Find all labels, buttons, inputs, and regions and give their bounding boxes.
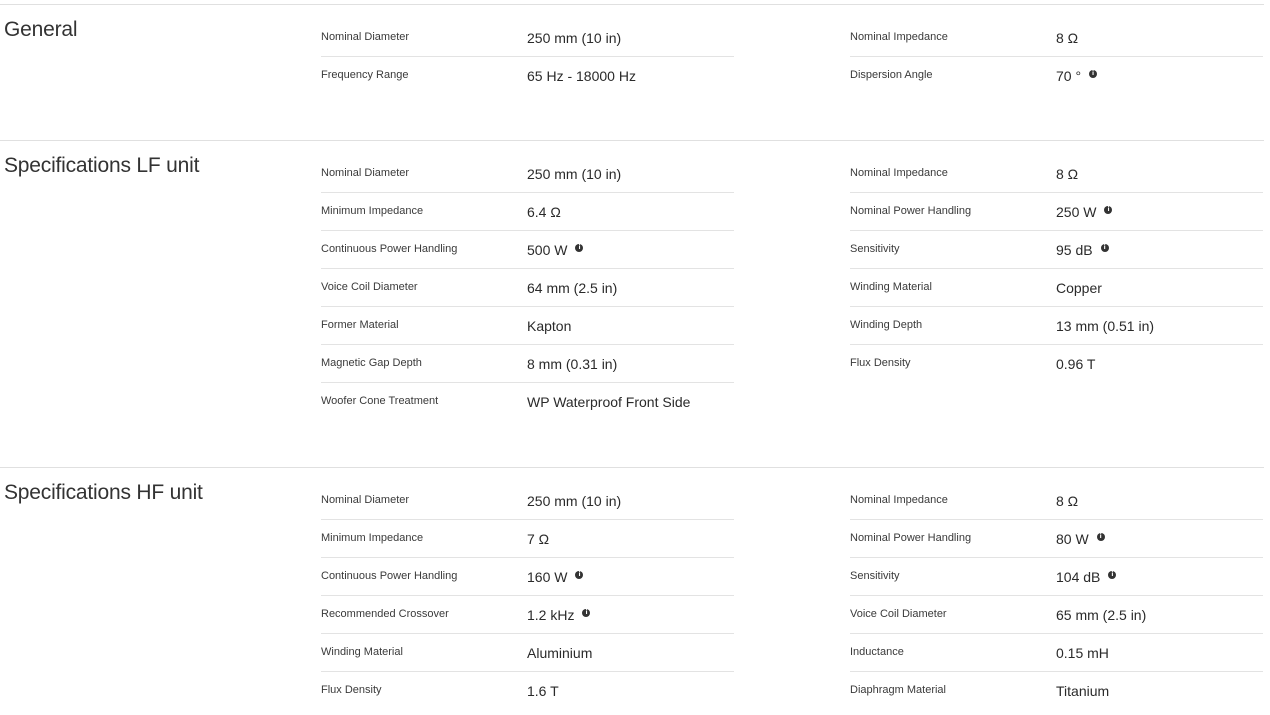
- spec-label: Nominal Impedance: [850, 167, 948, 179]
- info-icon[interactable]: i: [575, 571, 583, 579]
- spec-label: Winding Material: [850, 281, 932, 293]
- spec-value: [1056, 531, 1105, 547]
- info-icon[interactable]: i: [1101, 244, 1109, 252]
- spec-value-text: 6.4 Ω: [527, 204, 561, 220]
- spec-value: [1056, 204, 1112, 220]
- spec-value-text: 80 W: [1056, 531, 1089, 547]
- spec-label: Nominal Impedance: [850, 31, 948, 43]
- spec-label: Recommended Crossover: [321, 608, 449, 620]
- spec-label: Nominal Impedance: [850, 494, 948, 506]
- spec-value-text: 250 mm (10 in): [527, 30, 622, 46]
- section-title: Specifications LF unit: [4, 154, 200, 177]
- spec-label: Magnetic Gap Depth: [321, 357, 422, 369]
- section-divider: [0, 467, 1264, 468]
- spec-label: Voice Coil Diameter: [321, 281, 418, 293]
- spec-value: [1056, 68, 1097, 84]
- spec-value-text: 64 mm (2.5 in): [527, 280, 618, 296]
- spec-value: [1056, 683, 1109, 699]
- spec-value: [527, 318, 571, 334]
- spec-label: Continuous Power Handling: [321, 570, 458, 582]
- spec-value-text: 7 Ω: [527, 531, 550, 547]
- spec-value: [527, 493, 621, 509]
- spec-value: [1056, 280, 1102, 296]
- spec-label: Sensitivity: [850, 570, 900, 582]
- spec-label: Woofer Cone Treatment: [321, 395, 439, 407]
- spec-value: [527, 68, 636, 84]
- spec-label: Sensitivity: [850, 243, 900, 255]
- spec-label: Nominal Power Handling: [850, 532, 972, 544]
- info-icon[interactable]: i: [1089, 70, 1097, 78]
- spec-label: Nominal Diameter: [321, 31, 410, 43]
- spec-value-text: 250 W: [1056, 204, 1097, 220]
- spec-value: [527, 569, 583, 585]
- spec-value: [1056, 166, 1078, 182]
- spec-value-text: 65 Hz - 18000 Hz: [527, 68, 636, 84]
- spec-label: Flux Density: [850, 357, 911, 369]
- spec-value-text: 8 mm (0.31 in): [527, 356, 618, 372]
- info-icon[interactable]: i: [1108, 571, 1116, 579]
- spec-value-text: Kapton: [527, 318, 572, 334]
- spec-label: Minimum Impedance: [321, 205, 424, 217]
- spec-value-text: 160 W: [527, 569, 568, 585]
- spec-label: Former Material: [321, 319, 399, 331]
- spec-label: Inductance: [850, 646, 904, 658]
- spec-value-text: 70 °: [1056, 68, 1082, 84]
- section-title: General: [4, 18, 78, 41]
- spec-label: Dispersion Angle: [850, 69, 933, 81]
- spec-value-text: 0.15 mH: [1056, 645, 1109, 661]
- spec-label: Diaphragm Material: [850, 684, 946, 696]
- spec-value-text: 250 mm (10 in): [527, 166, 622, 182]
- spec-label: Frequency Range: [321, 69, 409, 81]
- spec-value: [1056, 569, 1116, 585]
- section-divider: [0, 4, 1264, 5]
- spec-value-text: 250 mm (10 in): [527, 493, 622, 509]
- info-icon[interactable]: i: [582, 609, 590, 617]
- spec-value: [527, 356, 617, 372]
- spec-value: [1056, 645, 1109, 661]
- spec-value-text: 65 mm (2.5 in): [1056, 607, 1147, 623]
- section-divider: [0, 140, 1264, 141]
- spec-label: Winding Material: [321, 646, 403, 658]
- spec-value-text: 13 mm (0.51 in): [1056, 318, 1155, 334]
- info-icon[interactable]: i: [1104, 206, 1112, 214]
- spec-value-text: 1.2 kHz: [527, 607, 575, 623]
- spec-value: [527, 394, 690, 410]
- spec-value: [527, 166, 621, 182]
- info-icon[interactable]: i: [575, 244, 583, 252]
- spec-label: Winding Depth: [850, 319, 923, 331]
- spec-label: Continuous Power Handling: [321, 243, 458, 255]
- spec-label: Flux Density: [321, 684, 382, 696]
- spec-value-text: Copper: [1056, 280, 1102, 296]
- spec-value: [1056, 242, 1109, 258]
- spec-value-text: 104 dB: [1056, 569, 1101, 585]
- spec-value: [527, 30, 621, 46]
- spec-value: [527, 645, 592, 661]
- spec-value: [527, 242, 583, 258]
- spec-value-text: 1.6 T: [527, 683, 559, 699]
- spec-value: [1056, 318, 1154, 334]
- spec-value-text: Aluminium: [527, 645, 593, 661]
- section-title: Specifications HF unit: [4, 481, 203, 504]
- spec-label: Voice Coil Diameter: [850, 608, 947, 620]
- spec-value-text: 8 Ω: [1056, 166, 1079, 182]
- spec-value-text: 0.96 T: [1056, 356, 1096, 372]
- spec-value-text: 500 W: [527, 242, 568, 258]
- spec-label: Nominal Diameter: [321, 494, 410, 506]
- spec-value: [1056, 356, 1095, 372]
- spec-label: Nominal Diameter: [321, 167, 410, 179]
- spec-value-text: 8 Ω: [1056, 493, 1079, 509]
- spec-value-text: 95 dB: [1056, 242, 1093, 258]
- info-icon[interactable]: i: [1097, 533, 1105, 541]
- spec-value-text: Titanium: [1056, 683, 1110, 699]
- spec-value: [527, 204, 561, 220]
- spec-label: Minimum Impedance: [321, 532, 424, 544]
- spec-value: [527, 607, 590, 623]
- spec-label: Nominal Power Handling: [850, 205, 972, 217]
- spec-value: [1056, 30, 1078, 46]
- spec-value-text: 8 Ω: [1056, 30, 1079, 46]
- spec-value: [1056, 493, 1078, 509]
- spec-value-text: WP Waterproof Front Side: [527, 394, 691, 410]
- spec-value: [527, 531, 549, 547]
- spec-value: [527, 280, 617, 296]
- spec-value: [1056, 607, 1146, 623]
- spec-value: [527, 683, 559, 699]
